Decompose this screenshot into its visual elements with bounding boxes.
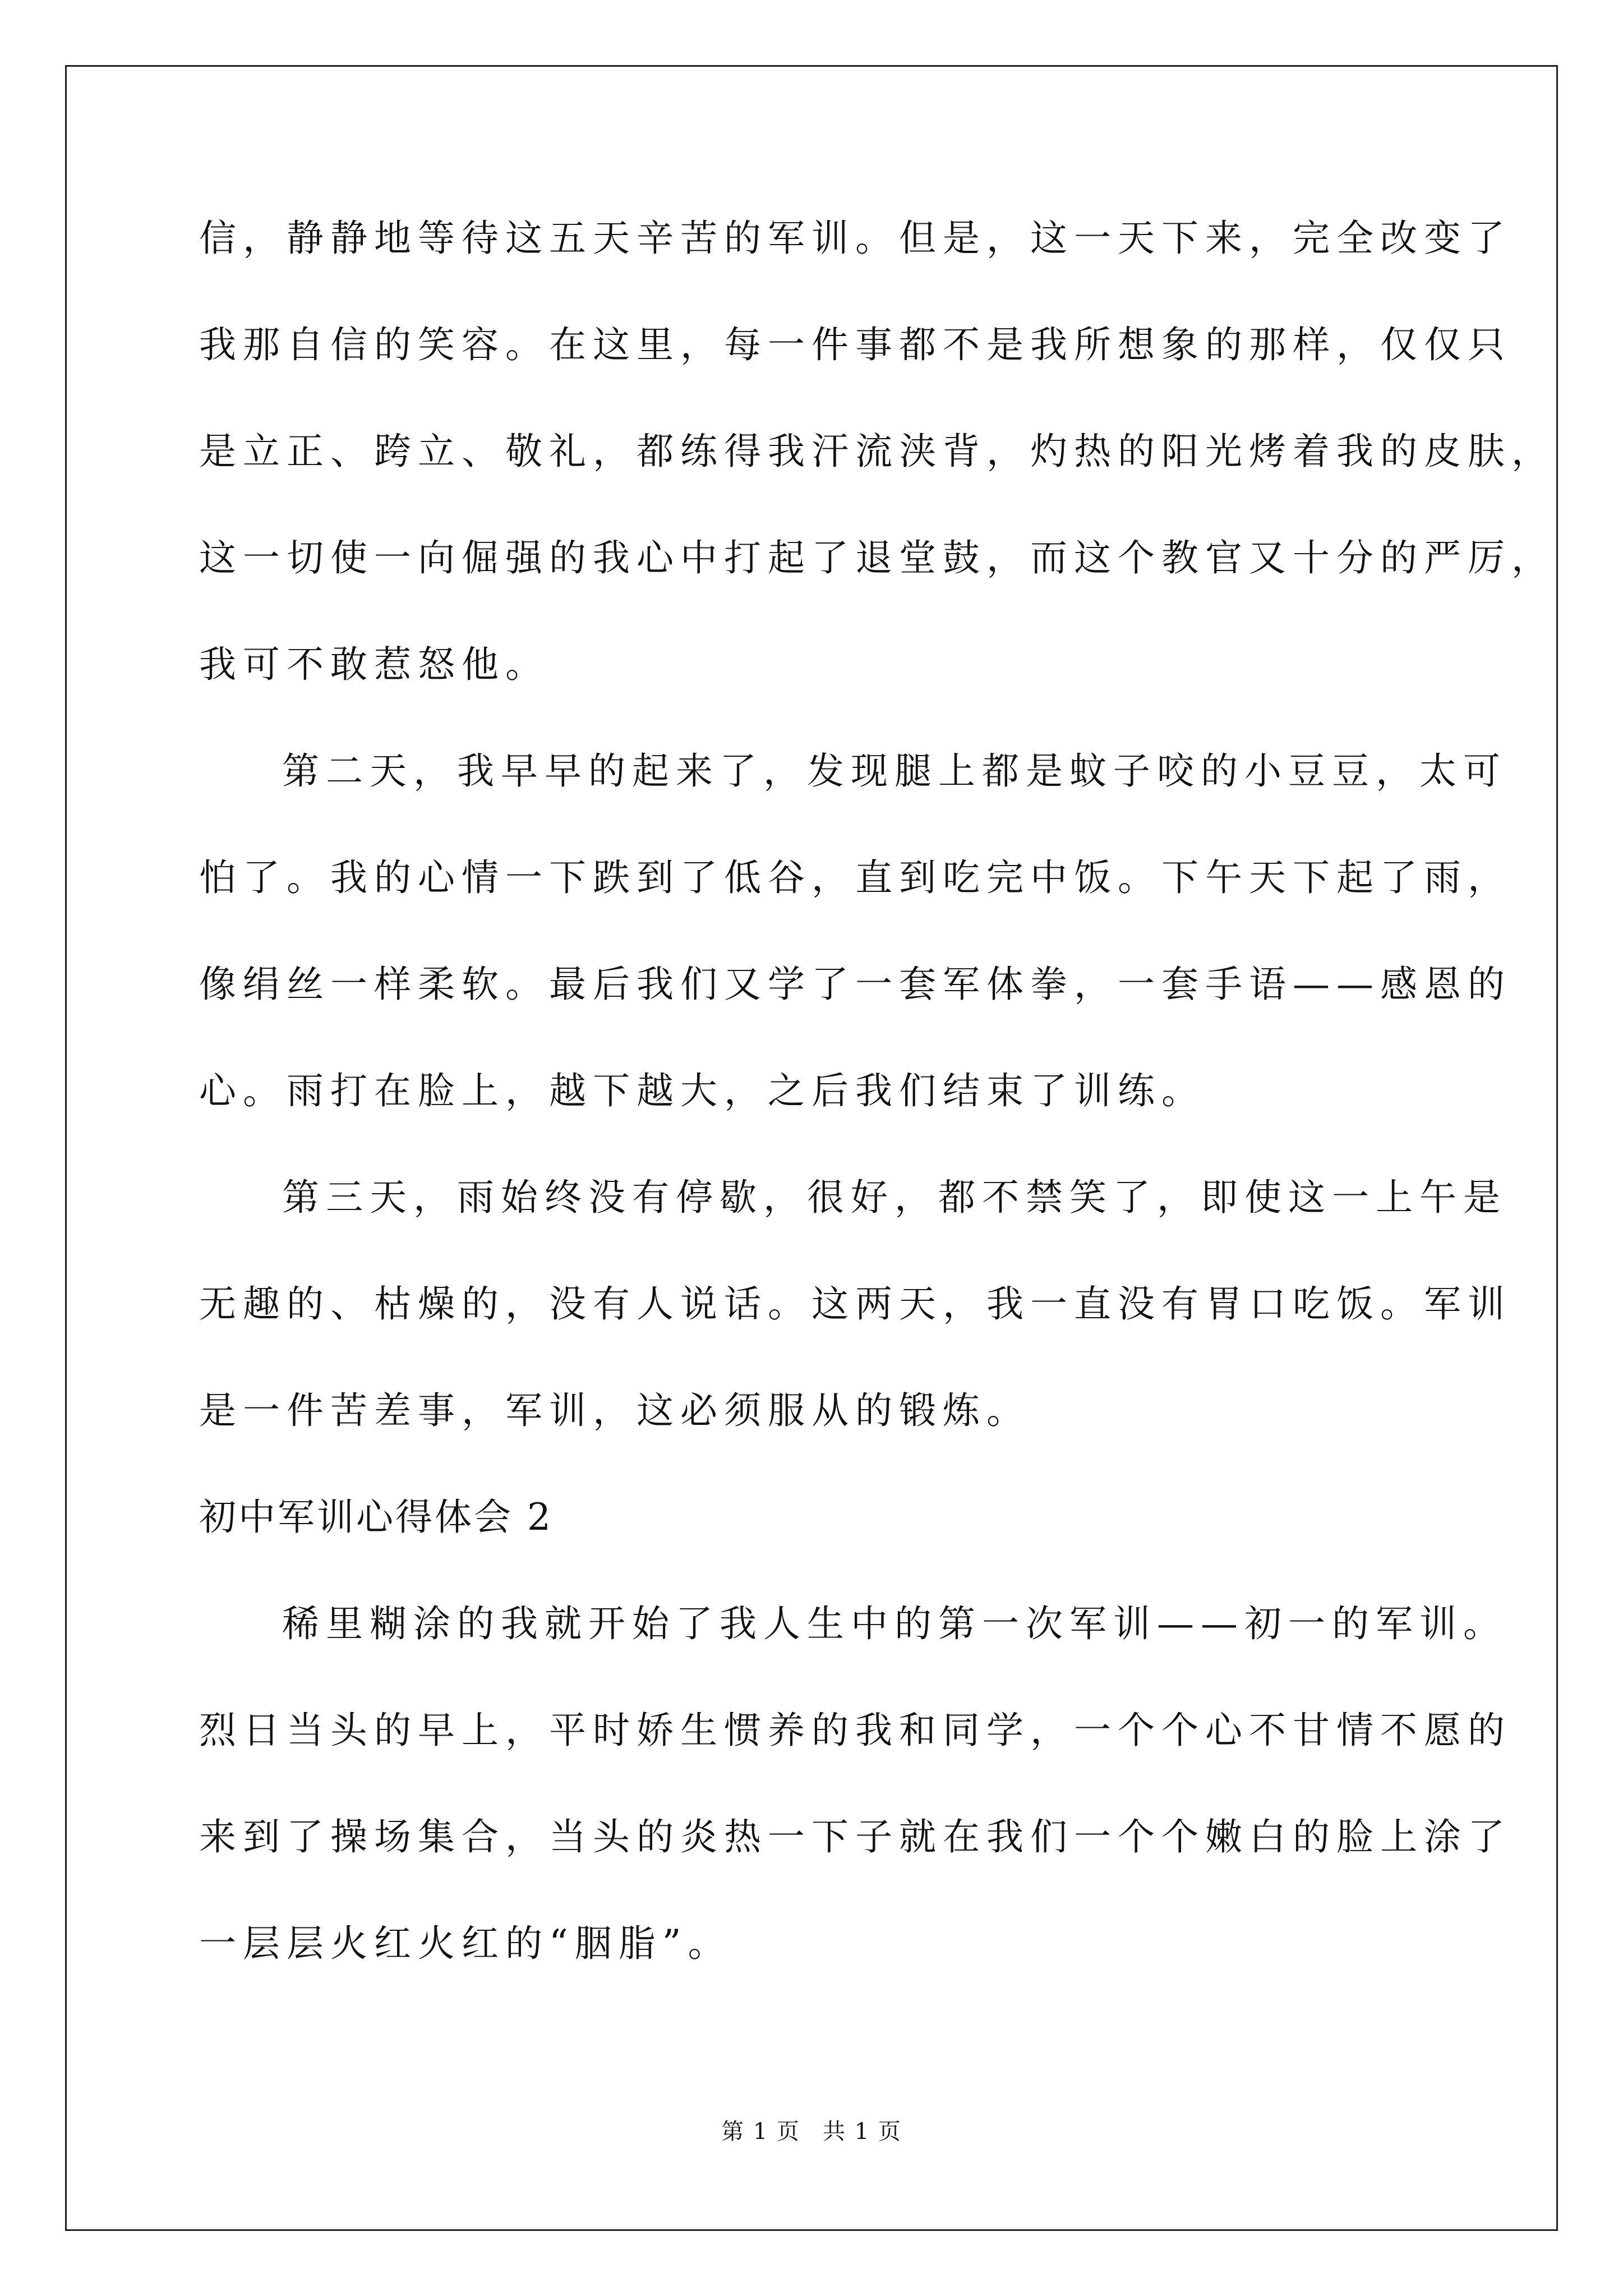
text-line: 是立正、跨立、敬礼，都练得我汗流浃背，灼热的阳光烤着我的皮肤， <box>199 430 1555 473</box>
text-line: 这一切使一向倔强的我心中打起了退堂鼓，而这个教官又十分的严厉， <box>199 536 1555 579</box>
text-line: 信，静静地等待这五天辛苦的军训。但是，这一天下来，完全改变了 <box>199 217 1511 260</box>
text-line: 像绢丝一样柔软。最后我们又学了一套军体拳，一套手语——感恩的 <box>199 963 1511 1006</box>
text-line: 是一件苦差事，军训，这必须服从的锻炼。 <box>199 1389 1030 1432</box>
paragraph-first-line: 第三天，雨始终没有停歇，很好，都不禁笑了，即使这一上午是 <box>282 1176 1507 1219</box>
text-line: 来到了操场集合，当头的炎热一下子就在我们一个个嫩白的脸上涂了 <box>199 1815 1511 1858</box>
page-number: 第 1 页 <box>721 2119 800 2145</box>
paragraph-first-line: 稀里糊涂的我就开始了我人生中的第一次军训——初一的军训。 <box>282 1602 1507 1645</box>
text-line: 我那自信的笑容。在这里，每一件事都不是我所想象的那样，仅仅只 <box>199 323 1511 366</box>
text-line: 我可不敢惹怒他。 <box>199 643 549 686</box>
paragraph-first-line: 第二天，我早早的起来了，发现腿上都是蚊子咬的小豆豆，太可 <box>282 749 1507 793</box>
text-line: 烈日当头的早上，平时娇生惯养的我和同学，一个个心不甘情不愿的 <box>199 1709 1511 1752</box>
text-line: 怕了。我的心情一下跌到了低谷，直到吃完中饭。下午天下起了雨， <box>199 856 1511 899</box>
page-footer <box>0 2115 1623 2148</box>
page-total: 共 1 页 <box>823 2119 902 2145</box>
text-line: 无趣的、枯燥的，没有人说话。这两天，我一直没有胃口吃饭。军训 <box>199 1282 1511 1326</box>
text-line: 心。雨打在脸上，越下越大，之后我们结束了训练。 <box>199 1069 1205 1112</box>
text-line: 一层层火红火红的“胭脂”。 <box>199 1922 732 1965</box>
section-heading: 初中军训心得体会 2 <box>199 1496 553 1539</box>
